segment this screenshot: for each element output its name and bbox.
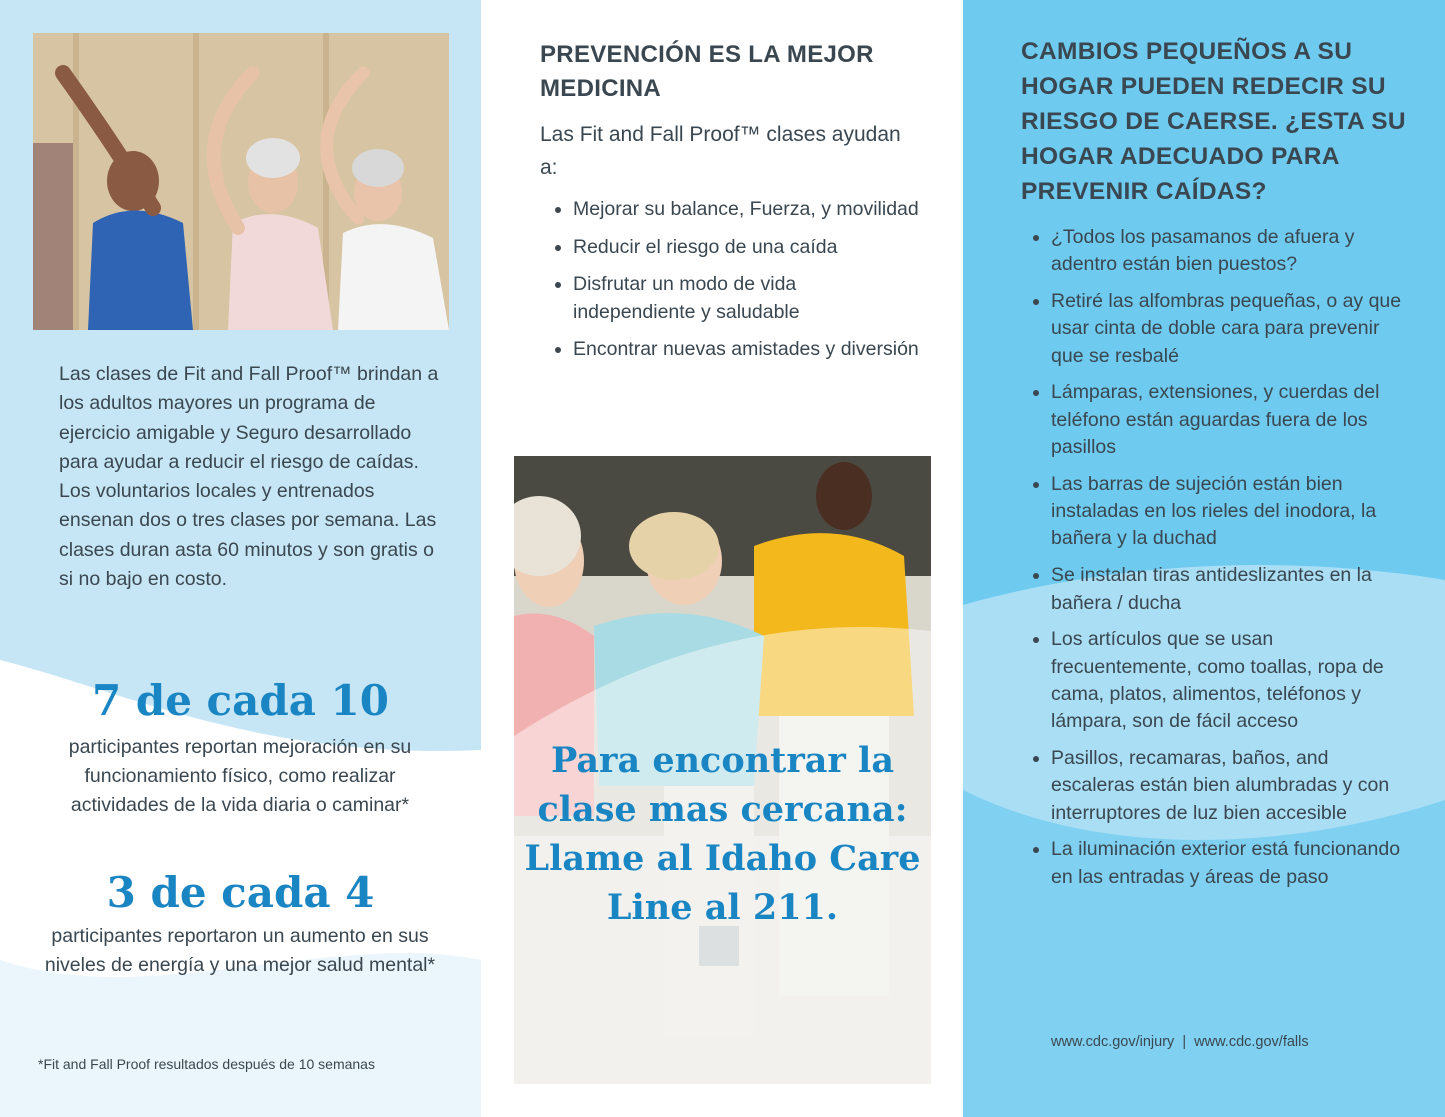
home-safety-checklist <box>1029 224 1411 901</box>
list-item: • Reducir el riesgo de una caída <box>573 234 923 262</box>
left-panel <box>0 0 481 1117</box>
find-class-call-to-action: Para encontrar la clase mas cercana: Llame al Idaho Care Line al 211. <box>524 740 921 928</box>
list-item: • Las barras de sujeción están bien instaladas en los rieles del inodora, la bañera y la duchad <box>1051 471 1411 553</box>
seniors-stretching-photo <box>33 33 449 330</box>
classes-help-subheading: Las Fit and Fall Proof™ clases ayudan a: <box>540 123 901 179</box>
benefits-list <box>551 196 923 374</box>
prevention-heading: PREVENCIÓN ES LA MEJOR MEDICINA <box>540 41 874 102</box>
list-item: • Se instalan tiras antideslizantes en la bañera / ducha <box>1051 562 1411 617</box>
list-item: • Lámparas, extensiones, y cuerdas del teléfono están aguardas fuera de los pasillos <box>1051 379 1411 461</box>
list-item: • ¿Todos los pasamanos de afuera y adentro están bien puestos? <box>1051 224 1411 279</box>
list-item: • La iluminación exterior está funcionando en las entradas y áreas de paso <box>1051 836 1411 891</box>
right-panel <box>963 0 1445 1117</box>
results-footnote: *Fit and Fall Proof resultados después de 10 semanas <box>38 1056 375 1072</box>
exercise-class-photo <box>514 456 931 1084</box>
middle-panel <box>481 0 963 1117</box>
stat-three-of-four-description: participantes reportaron un aumento en sus niveles de energía y una mejor salud mental* <box>44 925 436 976</box>
cdc-links: www.cdc.gov/injury | www.cdc.gov/falls <box>1051 1034 1309 1050</box>
list-item: • Retiré las alfombras pequeñas, o ay que usar cinta de doble cara para prevenir que se resbalé <box>1051 288 1411 370</box>
stat-seven-of-ten: 7 de cada 10 <box>92 676 389 725</box>
stat-three-of-four: 3 de cada 4 <box>106 868 375 917</box>
home-safety-heading: CAMBIOS PEQUEÑOS A SU HOGAR PUEDEN REDECIR SU RIESGO DE CAERSE. ¿ESTA SU HOGAR ADECUADO PARA PREVENIR CAÍDAS? <box>1021 38 1406 205</box>
list-item: • Encontrar nuevas amistades y diversión <box>573 336 923 364</box>
list-item: • Mejorar su balance, Fuerza, y movilidad <box>573 196 923 224</box>
stat-seven-of-ten-description: participantes reportan mejoración en su funcionamiento físico, como realizar actividades de la vida diaria o caminar* <box>68 736 412 816</box>
list-item: • Los artículos que se usan frecuentemente, como toallas, ropa de cama, platos, alimentos, teléfonos y lámpara, son de fácil acceso <box>1051 626 1411 735</box>
list-item: • Pasillos, recamaras, baños, and escaleras están bien alumbradas y con interruptores de luz bien accesible <box>1051 745 1411 827</box>
list-item: • Disfrutar un modo de vida independiente y saludable <box>573 271 923 326</box>
program-intro-text: Las clases de Fit and Fall Proof™ brindan a los adultos mayores un programa de ejercicio amigable y Seguro desarrollado para ayudar a reducir el riesgo de caídas. Los voluntarios locales y entrenados ensenan dos o tres clases por semana. Las clases duran asta 60 minutos y son gratis o si no bajo en costo. <box>59 363 439 591</box>
